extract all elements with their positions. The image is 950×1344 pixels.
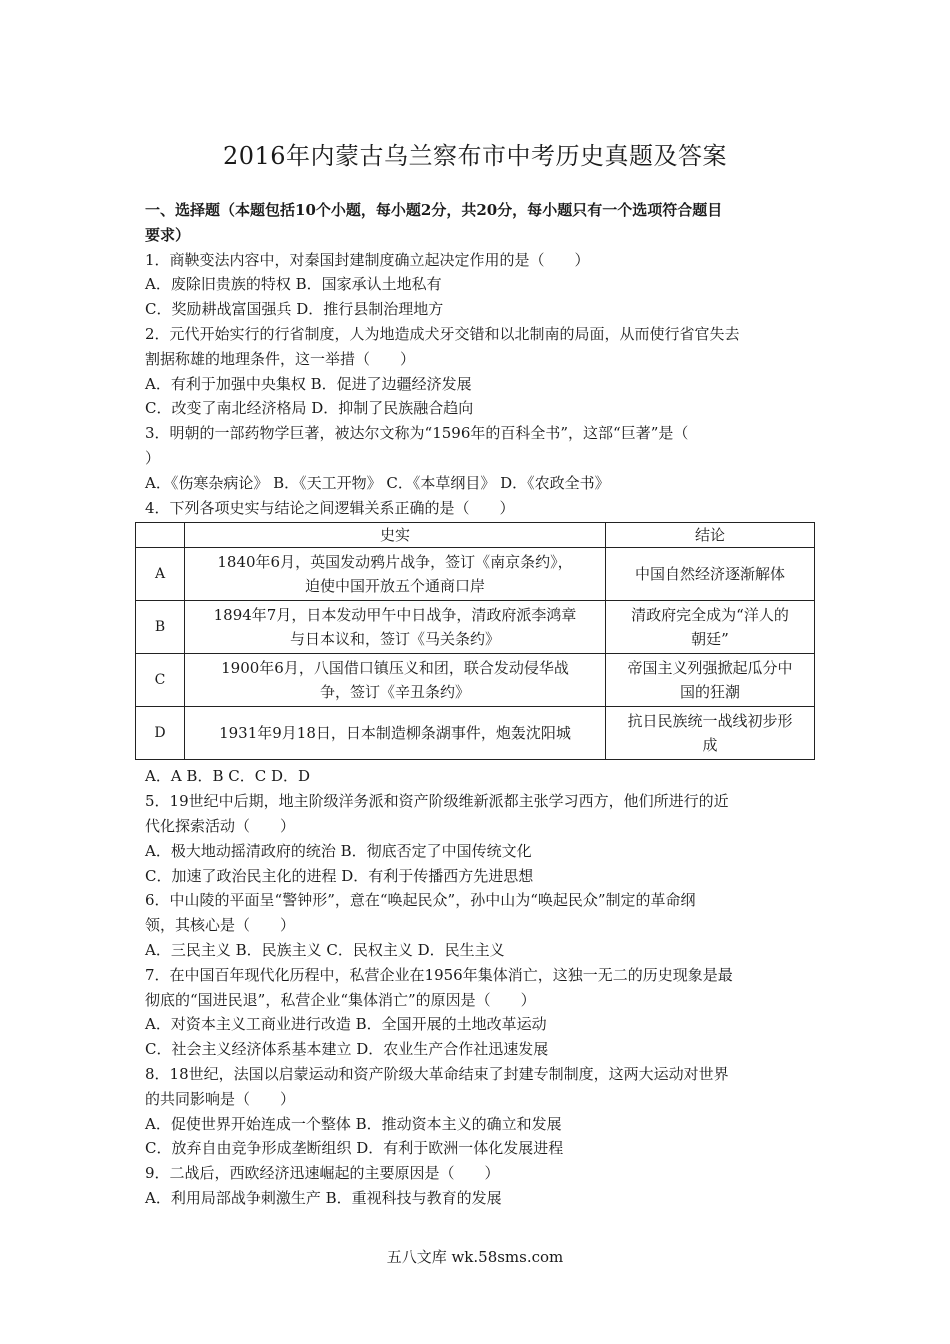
q1-options-ab: A．废除旧贵族的特权 B．国家承认土地私有 [145,275,442,294]
section-heading-line-1: 一、选择题（本题包括10个小题，每小题2分，共20分，每小题只有一个选项符合题目 [145,201,723,219]
table-row [136,548,815,601]
row-option-label: D [136,707,185,760]
q8-options-cd: C．放弃自由竞争形成垄断组织 D．有利于欧洲一体化发展进程 [145,1139,564,1158]
q7-options-ab: A．对资本主义工商业进行改造 B．全国开展的土地改革运动 [145,1015,547,1034]
q5-options-cd: C．加速了政治民主化的进程 D．有利于传播西方先进思想 [145,866,534,885]
page-footer: 五八文库 wk.58sms.com [386,1248,564,1266]
q8-stem-line-2: 的共同影响是（ ） [145,1089,296,1108]
q3-options: A．《伤寒杂病论》 B．《天工开物》 C．《本草纲目》 D．《农政全书》 [145,473,610,492]
q3-stem-line-1: 3．明朝的一部药物学巨著，被达尔文称为“1596年的百科全书”，这部“巨著”是（ [145,424,689,443]
row-conclusion: 抗日民族统一战线初步形 成 [606,707,815,760]
row-option-label: B [136,601,185,654]
q4-stem: 4．下列各项史实与结论之间逻辑关系正确的是（ ） [145,498,515,517]
row-option-label: A [136,548,185,601]
q4-options: A．A B．B C．C D．D [145,767,311,786]
q9-stem: 9．二战后，西欧经济迅速崛起的主要原因是（ ） [145,1164,500,1183]
table-header-row [136,523,815,548]
q2-stem-line-1: 2．元代开始实行的行省制度，人为地造成犬牙交错和以北制南的局面，从而使行省官失去 [145,324,740,343]
table-row [136,601,815,654]
q1-options-cd: C．奖励耕战富国强兵 D．推行县制治理地方 [145,300,444,319]
q5-stem-line-1: 5．19世纪中后期，地主阶级洋务派和资产阶级维新派都主张学习西方，他们所进行的近 [145,792,729,811]
q5-options-ab: A．极大地动摇清政府的统治 B．彻底否定了中国传统文化 [145,841,532,860]
row-conclusion: 中国自然经济逐渐解体 [606,548,815,601]
q8-options-ab: A．促使世界开始连成一个整体 B．推动资本主义的确立和发展 [145,1114,562,1133]
page-title: 2016年内蒙古乌兰察布市中考历史真题及答案 [222,142,728,170]
table-header-conclusion: 结论 [606,523,815,548]
row-fact: 1840年6月，英国发动鸦片战争，签订《南京条约》， 迫使中国开放五个通商口岸 [185,548,606,601]
table-row [136,654,815,707]
table-header-fact: 史实 [185,523,606,548]
row-fact: 1900年6月，八国借口镇压义和团，联合发动侵华战 争，签订《辛丑条约》 [185,654,606,707]
table-row [136,707,815,760]
row-option-label: C [136,654,185,707]
q9-options-ab: A．利用局部战争刺激生产 B．重视科技与教育的发展 [145,1188,502,1207]
history-facts-table [135,522,815,760]
q8-stem-line-1: 8．18世纪，法国以启蒙运动和资产阶级大革命结束了封建专制制度，这两大运动对世界 [145,1064,729,1083]
q2-stem-line-2: 割据称雄的地理条件，这一举措（ ） [145,349,416,368]
row-fact: 1931年9月18日，日本制造柳条湖事件，炮轰沈阳城 [185,707,606,760]
q6-stem-line-1: 6．中山陵的平面呈“警钟形”，意在“唤起民众”，孙中山为“唤起民众”制定的革命纲 [145,891,696,910]
q5-stem-line-2: 代化探索活动（ ） [145,816,296,835]
row-fact: 1894年7月，日本发动甲午中日战争，清政府派李鸿章 与日本议和，签订《马关条约》 [185,601,606,654]
q2-options-cd: C．改变了南北经济格局 D．抑制了民族融合趋向 [145,399,474,418]
row-conclusion: 帝国主义列强掀起瓜分中 国的狂潮 [606,654,815,707]
question-list [145,198,810,1211]
q2-options-ab: A．有利于加强中央集权 B．促进了边疆经济发展 [145,374,472,393]
q7-stem-line-1: 7．在中国百年现代化历程中，私营企业在1956年集体消亡，这独一无二的历史现象是最 [145,965,733,984]
q3-stem-line-2: ） [145,448,161,467]
q6-stem-line-2: 领，其核心是（ ） [145,916,296,935]
table-header-option [136,523,185,548]
q7-options-cd: C．社会主义经济体系基本建立 D．农业生产合作社迅速发展 [145,1040,549,1059]
section-heading-line-2: 要求） [145,225,191,244]
q6-options: A．三民主义 B．民族主义 C．民权主义 D．民生主义 [145,940,505,959]
row-conclusion: 清政府完全成为“洋人的 朝廷” [606,601,815,654]
q1-stem: 1．商鞅变法内容中，对秦国封建制度确立起决定作用的是（ ） [145,250,590,269]
q7-stem-line-2: 彻底的“国进民退”，私营企业“集体消亡”的原因是（ ） [145,990,536,1009]
